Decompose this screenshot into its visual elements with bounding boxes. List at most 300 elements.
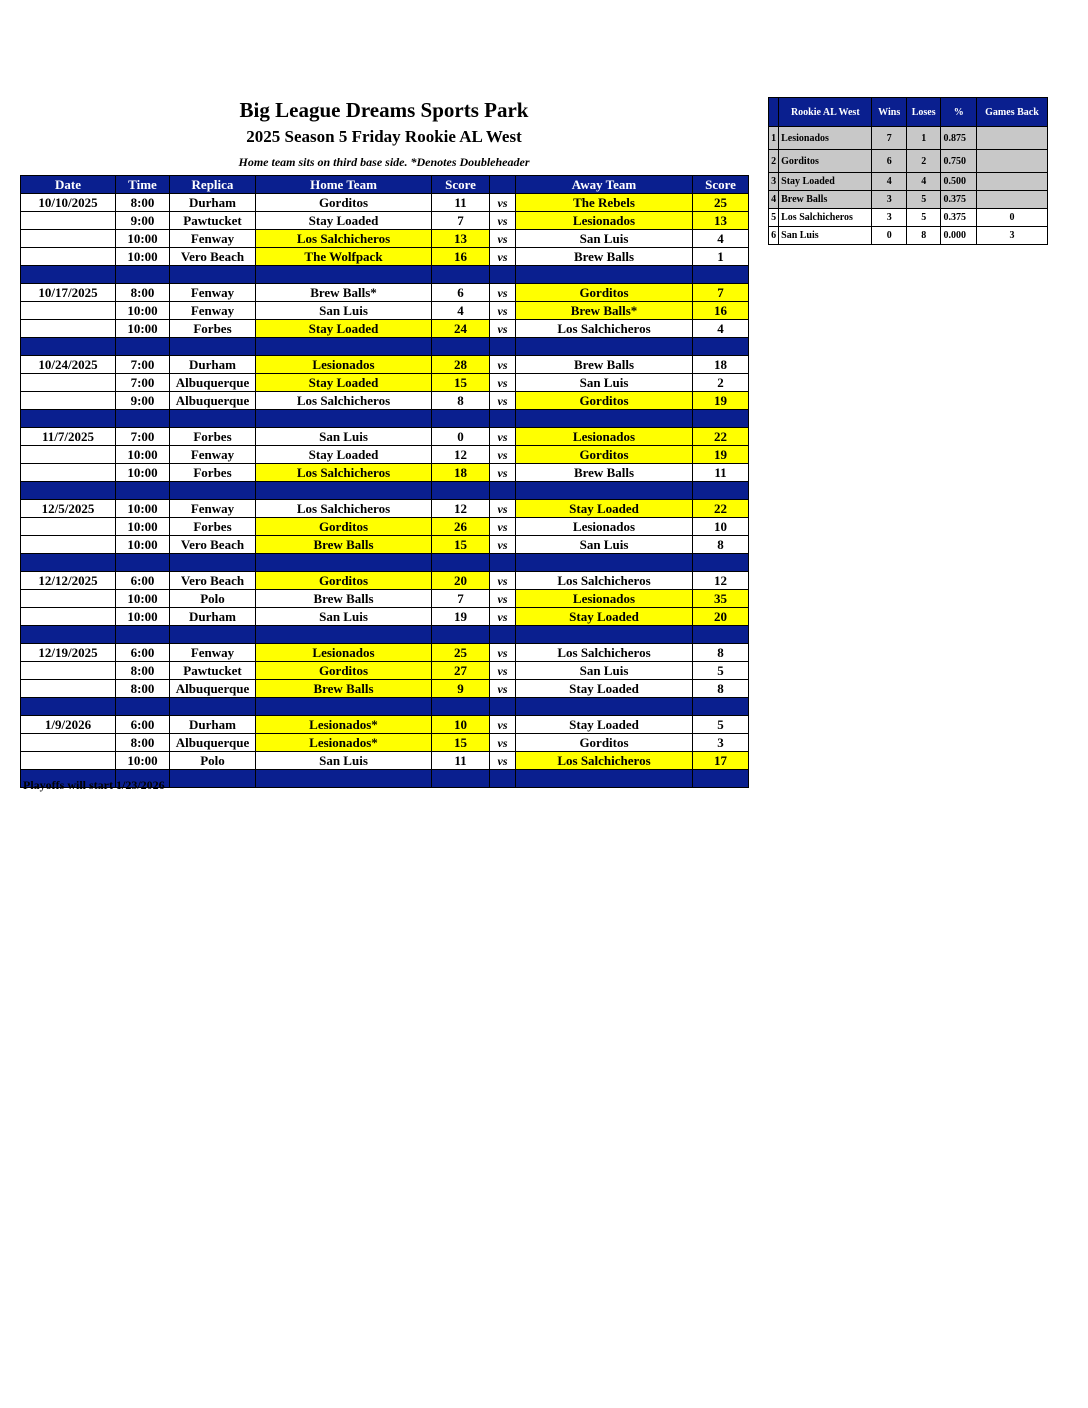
standings-team: Los Salchicheros <box>779 209 872 227</box>
game-replica: Fenway <box>170 446 256 464</box>
separator-cell <box>516 410 693 428</box>
away-score: 20 <box>693 608 749 626</box>
separator-cell <box>256 626 432 644</box>
separator-cell <box>490 626 516 644</box>
home-score: 7 <box>432 212 490 230</box>
away-score: 4 <box>693 320 749 338</box>
game-row <box>21 392 749 410</box>
home-team: San Luis <box>256 752 432 770</box>
home-score: 20 <box>432 572 490 590</box>
away-score: 8 <box>693 536 749 554</box>
game-time: 6:00 <box>116 716 170 734</box>
standings-loses: 4 <box>906 173 940 191</box>
separator-cell <box>256 770 432 788</box>
separator-cell <box>256 410 432 428</box>
vs-label: vs <box>490 428 516 446</box>
standings-team: Brew Balls <box>779 191 872 209</box>
game-replica: Forbes <box>170 428 256 446</box>
schedule-header-row <box>21 176 749 194</box>
separator-cell <box>432 410 490 428</box>
game-time: 7:00 <box>116 374 170 392</box>
game-date: 11/7/2025 <box>21 428 116 446</box>
away-score: 5 <box>693 716 749 734</box>
home-score: 7 <box>432 590 490 608</box>
vs-label: vs <box>490 734 516 752</box>
home-score: 8 <box>432 392 490 410</box>
standings-pct: 0.375 <box>941 209 977 227</box>
game-replica: Durham <box>170 716 256 734</box>
separator-cell <box>116 482 170 500</box>
home-score: 27 <box>432 662 490 680</box>
game-row <box>21 644 749 662</box>
away-team: Los Salchicheros <box>516 320 693 338</box>
separator-cell <box>516 338 693 356</box>
standings-rank: 6 <box>769 227 779 245</box>
home-team: Brew Balls* <box>256 284 432 302</box>
standings-col-pct: % <box>941 98 977 127</box>
schedule-table <box>20 175 749 788</box>
away-score: 7 <box>693 284 749 302</box>
away-team: Brew Balls* <box>516 302 693 320</box>
game-row <box>21 608 749 626</box>
game-date: 12/12/2025 <box>21 572 116 590</box>
page-title: Big League Dreams Sports Park <box>239 98 529 122</box>
separator-cell <box>490 266 516 284</box>
separator-cell <box>21 698 116 716</box>
vs-label: vs <box>490 356 516 374</box>
separator-cell <box>490 410 516 428</box>
separator-cell <box>516 626 693 644</box>
game-row <box>21 680 749 698</box>
standings-col-team: Rookie AL West <box>779 98 872 127</box>
vs-label: vs <box>490 572 516 590</box>
col-vs <box>490 176 516 194</box>
separator-cell <box>21 482 116 500</box>
vs-label: vs <box>490 230 516 248</box>
game-replica: Fenway <box>170 302 256 320</box>
separator-cell <box>490 338 516 356</box>
standings-rank: 5 <box>769 209 779 227</box>
away-score: 25 <box>693 194 749 212</box>
vs-label: vs <box>490 662 516 680</box>
game-time: 9:00 <box>116 392 170 410</box>
game-date <box>21 302 116 320</box>
away-team: Stay Loaded <box>516 716 693 734</box>
standings-wins: 3 <box>872 209 906 227</box>
away-score: 16 <box>693 302 749 320</box>
separator-cell <box>21 338 116 356</box>
vs-label: vs <box>490 320 516 338</box>
home-team: Brew Balls <box>256 536 432 554</box>
home-score: 0 <box>432 428 490 446</box>
game-time: 10:00 <box>116 230 170 248</box>
separator-cell <box>693 338 749 356</box>
home-score: 26 <box>432 518 490 536</box>
away-team: Gorditos <box>516 734 693 752</box>
game-row <box>21 212 749 230</box>
away-team: Brew Balls <box>516 356 693 374</box>
separator-cell <box>516 554 693 572</box>
week-separator <box>21 410 749 428</box>
game-replica: Durham <box>170 608 256 626</box>
separator-cell <box>432 338 490 356</box>
away-score: 35 <box>693 590 749 608</box>
game-date <box>21 464 116 482</box>
separator-cell <box>693 410 749 428</box>
game-date <box>21 392 116 410</box>
separator-cell <box>693 482 749 500</box>
game-replica: Pawtucket <box>170 662 256 680</box>
game-date: 12/19/2025 <box>21 644 116 662</box>
game-time: 10:00 <box>116 464 170 482</box>
game-replica: Vero Beach <box>170 248 256 266</box>
col-home-team: Home Team <box>256 176 432 194</box>
separator-cell <box>170 266 256 284</box>
away-team: Gorditos <box>516 392 693 410</box>
game-replica: Polo <box>170 590 256 608</box>
separator-cell <box>516 770 693 788</box>
playoffs-note: Playoffs will start 1/23/2026 <box>23 778 165 792</box>
separator-cell <box>490 698 516 716</box>
standings-row <box>769 227 1048 245</box>
col-home-score: Score <box>432 176 490 194</box>
separator-cell <box>256 266 432 284</box>
separator-cell <box>490 770 516 788</box>
separator-cell <box>116 266 170 284</box>
separator-cell <box>116 554 170 572</box>
game-replica: Forbes <box>170 320 256 338</box>
standings-col-wins: Wins <box>872 98 906 127</box>
standings-row <box>769 191 1048 209</box>
game-replica: Fenway <box>170 230 256 248</box>
home-team: Brew Balls <box>256 680 432 698</box>
game-date <box>21 212 116 230</box>
away-score: 1 <box>693 248 749 266</box>
game-replica: Albuquerque <box>170 680 256 698</box>
standings-loses: 2 <box>906 150 940 173</box>
home-score: 15 <box>432 734 490 752</box>
game-row <box>21 500 749 518</box>
standings-row <box>769 127 1048 150</box>
home-team: Gorditos <box>256 572 432 590</box>
game-date <box>21 248 116 266</box>
game-replica: Pawtucket <box>170 212 256 230</box>
game-row <box>21 284 749 302</box>
game-row <box>21 464 749 482</box>
separator-cell <box>170 482 256 500</box>
standings-col-games-back: Games Back <box>976 98 1047 127</box>
standings-loses: 5 <box>906 191 940 209</box>
game-time: 8:00 <box>116 284 170 302</box>
away-team: Stay Loaded <box>516 608 693 626</box>
game-row <box>21 194 749 212</box>
game-time: 8:00 <box>116 194 170 212</box>
standings-row <box>769 150 1048 173</box>
away-score: 13 <box>693 212 749 230</box>
separator-cell <box>170 410 256 428</box>
week-separator <box>21 266 749 284</box>
separator-cell <box>256 698 432 716</box>
home-team: San Luis <box>256 608 432 626</box>
week-separator <box>21 698 749 716</box>
separator-cell <box>516 266 693 284</box>
away-team: Stay Loaded <box>516 680 693 698</box>
home-team: Gorditos <box>256 662 432 680</box>
game-row <box>21 302 749 320</box>
game-row <box>21 374 749 392</box>
separator-cell <box>693 626 749 644</box>
standings-header-row <box>769 98 1048 127</box>
vs-label: vs <box>490 392 516 410</box>
game-time: 10:00 <box>116 248 170 266</box>
away-score: 3 <box>693 734 749 752</box>
home-score: 12 <box>432 500 490 518</box>
away-score: 8 <box>693 680 749 698</box>
separator-cell <box>170 698 256 716</box>
game-replica: Polo <box>170 752 256 770</box>
game-replica: Durham <box>170 194 256 212</box>
vs-label: vs <box>490 716 516 734</box>
separator-cell <box>116 410 170 428</box>
game-time: 10:00 <box>116 518 170 536</box>
separator-cell <box>170 338 256 356</box>
separator-cell <box>693 554 749 572</box>
away-team: Gorditos <box>516 446 693 464</box>
col-replica: Replica <box>170 176 256 194</box>
game-date <box>21 752 116 770</box>
home-team: The Wolfpack <box>256 248 432 266</box>
home-score: 12 <box>432 446 490 464</box>
game-date: 12/5/2025 <box>21 500 116 518</box>
home-score: 16 <box>432 248 490 266</box>
home-team: Stay Loaded <box>256 446 432 464</box>
standings-row <box>769 173 1048 191</box>
home-score: 15 <box>432 374 490 392</box>
game-date <box>21 662 116 680</box>
standings-games-back: 0 <box>976 209 1047 227</box>
standings-rank: 1 <box>769 127 779 150</box>
game-replica: Vero Beach <box>170 572 256 590</box>
vs-label: vs <box>490 518 516 536</box>
standings-wins: 7 <box>872 127 906 150</box>
home-score: 15 <box>432 536 490 554</box>
away-team: Brew Balls <box>516 248 693 266</box>
away-team: San Luis <box>516 536 693 554</box>
game-replica: Albuquerque <box>170 734 256 752</box>
separator-cell <box>116 698 170 716</box>
vs-label: vs <box>490 464 516 482</box>
col-time: Time <box>116 176 170 194</box>
game-replica: Albuquerque <box>170 392 256 410</box>
home-score: 11 <box>432 194 490 212</box>
standings-col-loses: Loses <box>906 98 940 127</box>
separator-cell <box>21 410 116 428</box>
col-date: Date <box>21 176 116 194</box>
standings-table <box>768 97 1048 245</box>
vs-label: vs <box>490 374 516 392</box>
away-score: 11 <box>693 464 749 482</box>
separator-cell <box>170 626 256 644</box>
game-row <box>21 662 749 680</box>
home-team: Los Salchicheros <box>256 500 432 518</box>
home-team: Brew Balls <box>256 590 432 608</box>
game-row <box>21 752 749 770</box>
away-score: 2 <box>693 374 749 392</box>
game-row <box>21 518 749 536</box>
game-time: 7:00 <box>116 428 170 446</box>
standings-pct: 0.000 <box>941 227 977 245</box>
standings-wins: 0 <box>872 227 906 245</box>
vs-label: vs <box>490 608 516 626</box>
game-date <box>21 230 116 248</box>
game-row <box>21 446 749 464</box>
game-replica: Fenway <box>170 284 256 302</box>
separator-cell <box>256 554 432 572</box>
separator-cell <box>21 554 116 572</box>
game-replica: Vero Beach <box>170 536 256 554</box>
game-date <box>21 734 116 752</box>
standings-pct: 0.500 <box>941 173 977 191</box>
separator-cell <box>432 626 490 644</box>
game-date: 10/24/2025 <box>21 356 116 374</box>
standings-wins: 6 <box>872 150 906 173</box>
separator-cell <box>256 482 432 500</box>
game-replica: Fenway <box>170 500 256 518</box>
separator-cell <box>432 698 490 716</box>
home-score: 9 <box>432 680 490 698</box>
game-time: 10:00 <box>116 536 170 554</box>
away-team: Los Salchicheros <box>516 644 693 662</box>
separator-cell <box>432 482 490 500</box>
standings-games-back <box>976 191 1047 209</box>
standings-pct: 0.875 <box>941 127 977 150</box>
standings-games-back: 3 <box>976 227 1047 245</box>
home-score: 13 <box>432 230 490 248</box>
separator-cell <box>693 266 749 284</box>
standings-wins: 3 <box>872 191 906 209</box>
home-team: Lesionados <box>256 356 432 374</box>
home-score: 18 <box>432 464 490 482</box>
away-score: 8 <box>693 644 749 662</box>
separator-cell <box>432 770 490 788</box>
game-replica: Forbes <box>170 518 256 536</box>
standings-loses: 5 <box>906 209 940 227</box>
page-subtitle: 2025 Season 5 Friday Rookie AL West <box>246 127 522 146</box>
away-score: 17 <box>693 752 749 770</box>
week-separator <box>21 338 749 356</box>
separator-cell <box>170 554 256 572</box>
away-team: Stay Loaded <box>516 500 693 518</box>
home-team: Los Salchicheros <box>256 392 432 410</box>
away-team: San Luis <box>516 230 693 248</box>
standings-games-back <box>976 173 1047 191</box>
week-separator <box>21 626 749 644</box>
week-separator <box>21 554 749 572</box>
home-team: Los Salchicheros <box>256 464 432 482</box>
separator-cell <box>116 626 170 644</box>
game-time: 10:00 <box>116 302 170 320</box>
home-score: 11 <box>432 752 490 770</box>
standings-col-rank <box>769 98 779 127</box>
vs-label: vs <box>490 536 516 554</box>
home-score: 10 <box>432 716 490 734</box>
home-team: Lesionados <box>256 644 432 662</box>
standings-team: Gorditos <box>779 150 872 173</box>
separator-cell <box>116 338 170 356</box>
separator-cell <box>21 266 116 284</box>
away-team: Los Salchicheros <box>516 572 693 590</box>
away-score: 19 <box>693 446 749 464</box>
game-replica: Fenway <box>170 644 256 662</box>
home-score: 24 <box>432 320 490 338</box>
separator-cell <box>693 698 749 716</box>
col-away-team: Away Team <box>516 176 693 194</box>
separator-cell <box>432 554 490 572</box>
game-time: 8:00 <box>116 680 170 698</box>
away-score: 10 <box>693 518 749 536</box>
game-row <box>21 356 749 374</box>
game-date: 1/9/2026 <box>21 716 116 734</box>
standings-games-back <box>976 127 1047 150</box>
away-score: 5 <box>693 662 749 680</box>
separator-cell <box>516 482 693 500</box>
standings-team: San Luis <box>779 227 872 245</box>
game-row <box>21 428 749 446</box>
separator-cell <box>170 770 256 788</box>
home-team: Los Salchicheros <box>256 230 432 248</box>
standings-games-back <box>976 150 1047 173</box>
vs-label: vs <box>490 500 516 518</box>
vs-label: vs <box>490 248 516 266</box>
game-date <box>21 446 116 464</box>
game-time: 10:00 <box>116 446 170 464</box>
game-time: 10:00 <box>116 590 170 608</box>
vs-label: vs <box>490 644 516 662</box>
home-team: San Luis <box>256 302 432 320</box>
home-team: Gorditos <box>256 194 432 212</box>
vs-label: vs <box>490 284 516 302</box>
game-time: 10:00 <box>116 752 170 770</box>
separator-cell <box>432 266 490 284</box>
standings-rank: 3 <box>769 173 779 191</box>
standings-rank: 4 <box>769 191 779 209</box>
away-score: 19 <box>693 392 749 410</box>
game-row <box>21 248 749 266</box>
game-row <box>21 716 749 734</box>
standings-rank: 2 <box>769 150 779 173</box>
game-date <box>21 608 116 626</box>
game-row <box>21 734 749 752</box>
standings-row <box>769 209 1048 227</box>
away-score: 18 <box>693 356 749 374</box>
home-team: San Luis <box>256 428 432 446</box>
vs-label: vs <box>490 752 516 770</box>
game-date: 10/17/2025 <box>21 284 116 302</box>
home-score: 4 <box>432 302 490 320</box>
separator-cell <box>693 770 749 788</box>
vs-label: vs <box>490 302 516 320</box>
home-team: Lesionados* <box>256 716 432 734</box>
home-score: 6 <box>432 284 490 302</box>
game-time: 9:00 <box>116 212 170 230</box>
game-time: 6:00 <box>116 572 170 590</box>
standings-team: Stay Loaded <box>779 173 872 191</box>
game-row <box>21 536 749 554</box>
home-score: 19 <box>432 608 490 626</box>
away-score: 12 <box>693 572 749 590</box>
separator-cell <box>256 338 432 356</box>
game-date <box>21 590 116 608</box>
